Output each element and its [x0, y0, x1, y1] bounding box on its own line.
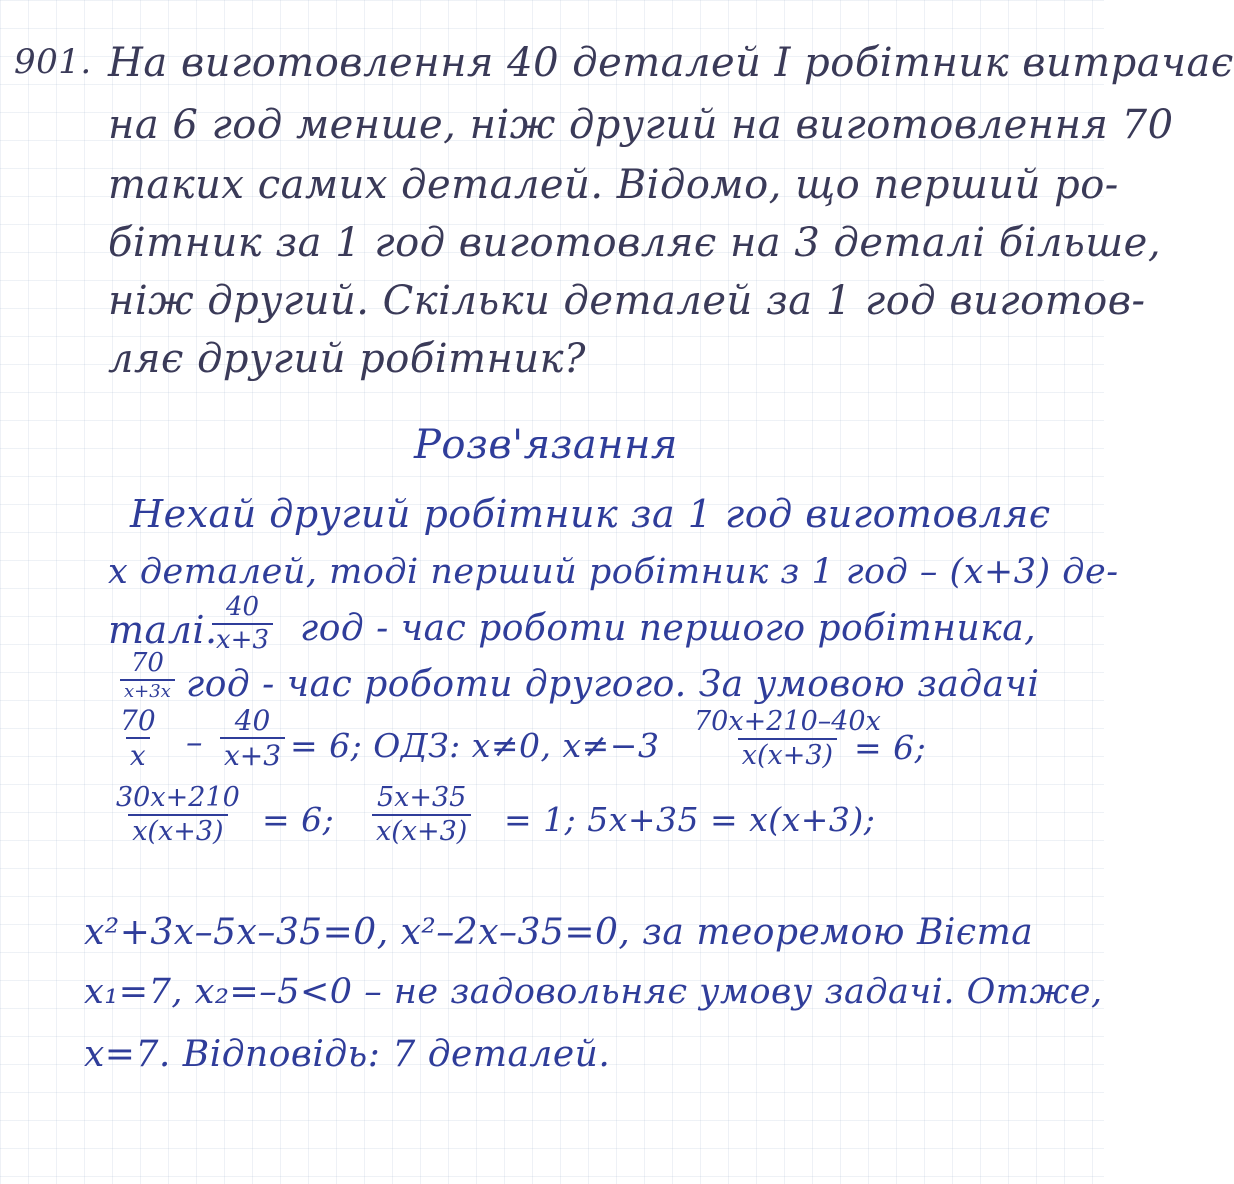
fraction-40-over-x-plus-3 [212, 594, 273, 655]
fraction-denominator: x [126, 737, 150, 770]
fraction-denominator: x(x+3) [128, 814, 227, 846]
bottom-line-3: x=7. Відповідь: 7 деталей. [84, 1034, 611, 1075]
solution-line-3-start: талі. [108, 608, 218, 652]
fraction-denominator: x(x+3) [738, 738, 837, 770]
bottom-line-1: x²+3x–5x–35=0, x²–2x–35=0, за теоремою Вієта [84, 912, 1034, 953]
problem-line-5: ніж другий. Скільки деталей за 1 год виготов- [108, 278, 1146, 324]
fraction-numerator: 5x+35 [376, 782, 467, 813]
fraction-denominator: x(x+3) [372, 814, 471, 846]
solution-line-1: Нехай другий робітник за 1 год виготовляє [130, 492, 1051, 536]
eq1-minus: – [186, 722, 203, 761]
fraction-numerator: 70x+210–40x [694, 706, 881, 737]
eq1-fraction-40-over-x-plus-3 [220, 706, 285, 771]
problem-line-3: таких самих деталей. Відомо, що перший ро- [108, 162, 1119, 208]
eq2-fraction-5x-plus-35 [372, 784, 471, 847]
fraction-denominator: x+3x [120, 679, 175, 702]
fraction-numerator: 70 [130, 648, 164, 678]
eq2-equals-6: = 6; [262, 800, 335, 839]
fraction-70-over-x-plus-3x [120, 650, 175, 702]
fraction-denominator: x+3 [212, 623, 273, 654]
solution-title: Розв'язання [414, 422, 678, 468]
solution-line-4-end: год - час роботи другого. За умовою задачі [186, 664, 1040, 705]
problem-line-4: бітник за 1 год виготовляє на 3 деталі більше, [108, 220, 1162, 266]
eq1-end: = 6; [854, 728, 927, 767]
problem-number: 901. [14, 42, 92, 82]
problem-line-1: На виготовлення 40 деталей І робітник витрачає [108, 40, 1234, 86]
fraction-numerator: 30x+210 [116, 782, 240, 813]
bottom-line-2: x₁=7, x₂=–5<0 – не задовольняє умову задачі. Отже, [84, 972, 1103, 1012]
solution-line-2: x деталей, тоді перший робітник з 1 год – (x+3) де- [108, 552, 1119, 592]
eq2-rest: = 1; 5x+35 = x(x+3); [504, 800, 876, 839]
fraction-numerator: 40 [225, 592, 260, 622]
problem-line-6: ляє другий робітник? [108, 336, 586, 382]
fraction-denominator: x+3 [220, 737, 285, 770]
eq1-domain: = 6; ОДЗ: x≠0, x≠−3 [290, 726, 660, 765]
problem-line-2: на 6 год менше, ніж другий на виготовлення 70 [108, 102, 1174, 148]
eq1-fraction-70-over-x [116, 706, 160, 771]
fraction-numerator: 70 [120, 704, 156, 737]
solution-line-3-end: год - час роботи першого робітника, [300, 608, 1037, 649]
eq2-fraction-30x-plus-210 [112, 784, 244, 847]
fraction-numerator: 40 [234, 704, 271, 737]
